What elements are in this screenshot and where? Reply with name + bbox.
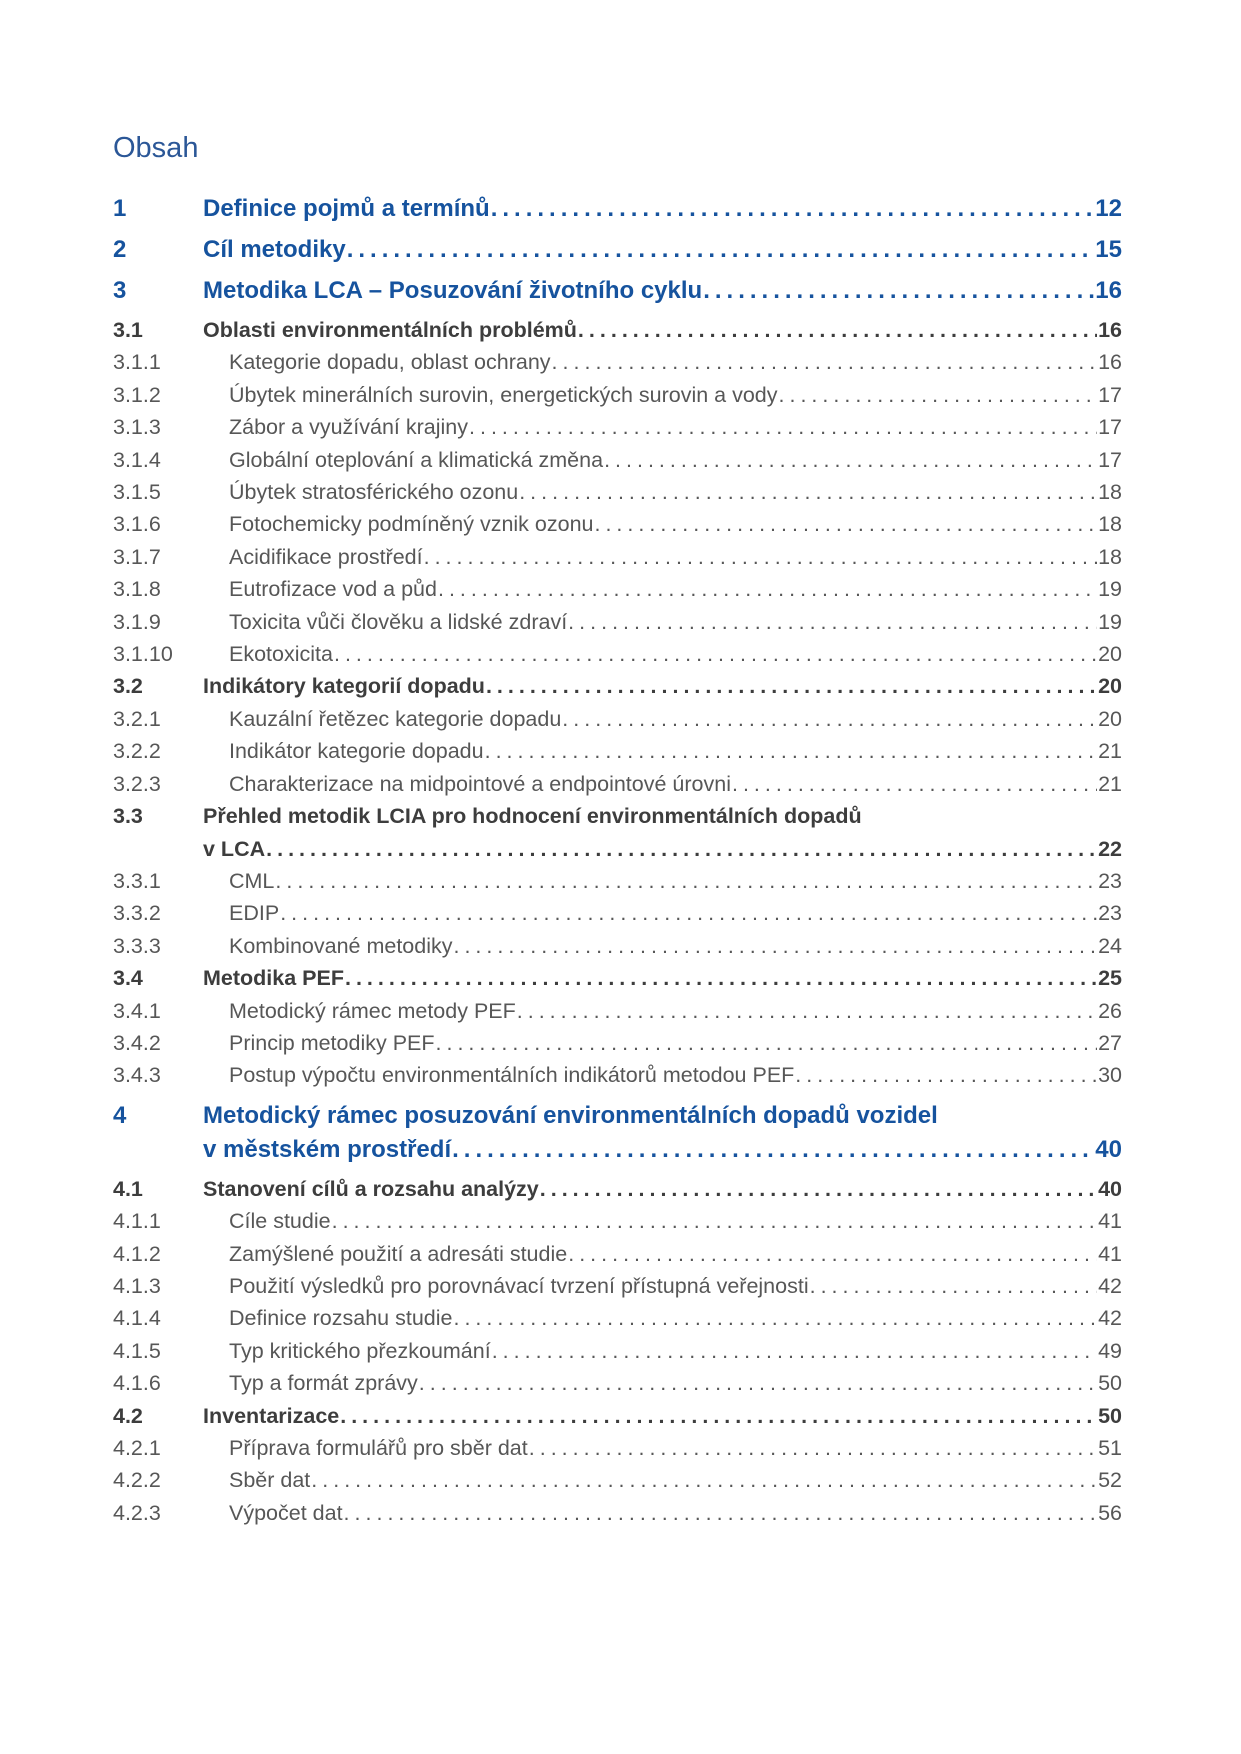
- toc-entry-page: 23: [1098, 901, 1122, 926]
- toc-entry-line: [229, 606, 1122, 638]
- toc-entry-title: Použití výsledků pro porovnávací tvrzení přístupná veřejnosti: [229, 1273, 809, 1298]
- toc-entry-body: [229, 1027, 1122, 1059]
- toc-entry-line: [203, 962, 1122, 994]
- toc-entry[interactable]: [113, 541, 1122, 573]
- toc-entry-line: [229, 1027, 1122, 1059]
- dot-leader: [344, 1497, 1098, 1529]
- toc-entry-body: [203, 314, 1122, 346]
- toc-entry-page: 16: [1098, 318, 1122, 342]
- toc-entry[interactable]: [113, 995, 1122, 1027]
- dot-leader: [345, 962, 1097, 994]
- toc-entry-body: [229, 865, 1122, 897]
- toc-entry-line: [203, 314, 1122, 346]
- toc-entry-page: 19: [1098, 609, 1122, 634]
- toc-entry-page: 52: [1098, 1468, 1122, 1493]
- toc-entry-body: [203, 233, 1122, 267]
- dot-leader: [810, 1270, 1097, 1302]
- toc-entry-number: 3.1.7: [113, 544, 161, 569]
- toc-entry-title: Úbytek stratosférického ozonu: [229, 480, 519, 505]
- toc-entry[interactable]: [113, 865, 1122, 897]
- toc-entry-line: [203, 800, 1122, 832]
- toc-entry-title: Zábor a využívání krajiny: [229, 415, 468, 440]
- toc-entry[interactable]: [113, 1238, 1122, 1270]
- toc-entry-title-wrap: v městském prostředí: [203, 1135, 452, 1163]
- dot-leader: [562, 703, 1097, 735]
- toc-entry-number: 3.4.2: [113, 1030, 161, 1055]
- toc-entry-title: Toxicita vůči člověku a lidské zdraví: [229, 609, 568, 634]
- toc-entry-body: [229, 573, 1122, 605]
- dot-leader: [703, 274, 1094, 308]
- toc-entry-number: 4.2.1: [113, 1436, 161, 1460]
- toc-entry-body: [229, 1059, 1122, 1091]
- toc-entry-line: [229, 703, 1122, 735]
- toc-entry-page: 22: [1098, 836, 1122, 861]
- dot-leader: [332, 1205, 1097, 1237]
- toc-entry-title: Stanovení cílů a rozsahu analýzy: [203, 1176, 539, 1201]
- toc-entry-title: Metodika PEF: [203, 966, 344, 991]
- toc-entry[interactable]: [113, 411, 1122, 443]
- toc-entry-page: 50: [1098, 1403, 1122, 1428]
- toc-entry[interactable]: [113, 638, 1122, 670]
- toc-entry-line: [229, 735, 1122, 767]
- toc-entry-title: Princip metodiky PEF: [229, 1030, 435, 1055]
- toc-entry-number: 3.1.9: [113, 609, 161, 634]
- toc-entry-body: [203, 274, 1122, 308]
- toc-entry[interactable]: [113, 1059, 1122, 1091]
- toc-entry-line: [229, 1238, 1122, 1270]
- toc-entry-page: 40: [1098, 1176, 1122, 1201]
- toc-entry-number: 4.1.5: [113, 1338, 161, 1363]
- toc-entry-number: 3.1.6: [113, 512, 161, 537]
- toc-entry-page: 24: [1098, 933, 1122, 958]
- toc-entry-number: 4.1.6: [113, 1371, 161, 1396]
- toc-entry[interactable]: [113, 1367, 1122, 1399]
- toc-entry-number: 3.1.2: [113, 382, 161, 407]
- toc-entry-number: 4.1.1: [113, 1209, 161, 1234]
- toc-entry[interactable]: [113, 476, 1122, 508]
- dot-leader: [424, 541, 1097, 573]
- dot-leader: [552, 346, 1098, 378]
- dot-leader: [568, 606, 1097, 638]
- toc-entry[interactable]: [113, 379, 1122, 411]
- toc-entry-line: [203, 670, 1122, 702]
- toc-entry-line: [229, 411, 1122, 443]
- toc-heading: Obsah: [113, 132, 199, 164]
- toc-entry-title: Příprava formulářů pro sběr dat: [229, 1436, 528, 1460]
- toc-entry-body: [203, 1099, 1122, 1167]
- toc-entry[interactable]: [113, 1173, 1122, 1205]
- toc-entry-title: Postup výpočtu environmentálních indikátorů metodou PEF: [229, 1063, 795, 1088]
- toc-entry-page: 16: [1098, 350, 1122, 375]
- toc-entry[interactable]: [113, 897, 1122, 929]
- toc-entry-body: [229, 411, 1122, 443]
- toc-entry[interactable]: [113, 735, 1122, 767]
- toc-entry-title: Kategorie dopadu, oblast ochrany: [229, 350, 551, 375]
- toc-entry-page: 19: [1098, 577, 1122, 602]
- toc-entry-page: 20: [1098, 674, 1122, 699]
- dot-leader: [529, 1432, 1097, 1464]
- toc-entry-number: 3: [113, 277, 127, 304]
- toc-entry-page: 42: [1098, 1273, 1122, 1298]
- toc-entry-number: 4.2.3: [113, 1500, 161, 1525]
- dot-leader: [334, 638, 1097, 670]
- toc-entry[interactable]: [113, 444, 1122, 476]
- toc-entry-body: [229, 930, 1122, 962]
- toc-entry-title: Výpočet dat: [229, 1500, 343, 1525]
- toc-entry[interactable]: [113, 1205, 1122, 1237]
- dot-leader: [540, 1173, 1097, 1205]
- toc-entry-body: [229, 1367, 1122, 1399]
- toc-entry-title: Inventarizace: [203, 1403, 340, 1428]
- toc-entry-page: 51: [1098, 1436, 1122, 1460]
- toc-entry-body: [203, 1173, 1122, 1205]
- toc-entry-number: 4.1.4: [113, 1306, 161, 1331]
- toc-entry[interactable]: [113, 192, 1122, 226]
- toc-entry-title: Indikátor kategorie dopadu: [229, 739, 484, 764]
- toc-entry-body: [229, 508, 1122, 540]
- toc-entry-number: 4.1: [113, 1176, 143, 1201]
- toc-entry[interactable]: [113, 274, 1122, 308]
- toc-entry-number: 3.4: [113, 966, 143, 991]
- toc-entry-title: Metodický rámec metody PEF: [229, 998, 516, 1023]
- toc-entry-page: 49: [1098, 1338, 1122, 1363]
- toc-entry-title: EDIP: [229, 901, 280, 926]
- toc-entry-line: [203, 233, 1122, 267]
- toc-entry-body: [229, 1335, 1122, 1367]
- toc-entry-page: 30: [1098, 1063, 1122, 1088]
- dot-leader: [492, 1335, 1097, 1367]
- toc-entry-line: [229, 346, 1122, 378]
- toc-entry-page: 18: [1098, 512, 1122, 537]
- toc-entry-number: 3.4.1: [113, 998, 161, 1023]
- toc-entry[interactable]: [113, 1497, 1122, 1529]
- toc-entry-line: [229, 1059, 1122, 1091]
- toc-entry-line: [229, 1270, 1122, 1302]
- toc-entry-title: Typ a formát zprávy: [229, 1371, 418, 1396]
- toc-entry-line: [229, 444, 1122, 476]
- toc-entry-page: 27: [1098, 1030, 1122, 1055]
- dot-leader: [419, 1367, 1097, 1399]
- toc-entry-page: 17: [1098, 382, 1122, 407]
- toc-entry-page: 20: [1098, 642, 1122, 667]
- toc-entry-body: [229, 444, 1122, 476]
- toc-entry-page: 56: [1098, 1500, 1122, 1525]
- toc-entry-title: Přehled metodik LCIA pro hodnocení environmentálních dopadů: [203, 804, 862, 829]
- toc-entry-title: Úbytek minerálních surovin, energetických surovin a vody: [229, 382, 778, 407]
- dot-leader: [452, 1133, 1094, 1167]
- toc-entry-number: 3.1.4: [113, 447, 161, 472]
- toc-entry-page: 26: [1098, 998, 1122, 1023]
- toc-entry-number: 3.3.3: [113, 933, 161, 958]
- toc-entry-line: [229, 995, 1122, 1027]
- toc-entry-number: 3.2.2: [113, 739, 161, 764]
- toc-entry-title: Zamýšlené použití a adresáti studie: [229, 1241, 568, 1266]
- toc-entry-body: [229, 1464, 1122, 1496]
- toc-entry-number: 3.3.1: [113, 868, 161, 893]
- toc-entry-number: 4.1.2: [113, 1241, 161, 1266]
- toc-entry-number: 3.1.8: [113, 577, 161, 602]
- toc-entry-page: 25: [1098, 966, 1122, 991]
- toc-entry-body: [203, 670, 1122, 702]
- toc-entry-line: [229, 508, 1122, 540]
- toc-entry-title: Fotochemicky podmíněný vznik ozonu: [229, 512, 594, 537]
- dot-leader: [311, 1464, 1097, 1496]
- toc-entry-title: Typ kritického přezkoumání: [229, 1338, 491, 1363]
- toc-entry-line: [229, 573, 1122, 605]
- toc-entry-page: 40: [1095, 1135, 1122, 1163]
- toc-entry-body: [229, 1432, 1122, 1464]
- toc-entry-page: 21: [1098, 739, 1122, 764]
- toc-entry-number: 3.1.5: [113, 480, 161, 505]
- dot-leader: [453, 930, 1097, 962]
- toc-entry[interactable]: [113, 573, 1122, 605]
- dot-leader: [438, 573, 1097, 605]
- toc-entry[interactable]: [113, 930, 1122, 962]
- dot-leader: [469, 411, 1097, 443]
- toc-entry-page: 17: [1098, 415, 1122, 440]
- toc-entry-title: Globální oteplování a klimatická změna: [229, 447, 604, 472]
- toc-entry[interactable]: [113, 800, 1122, 865]
- toc-entry-body: [203, 800, 1122, 865]
- dot-leader: [568, 1238, 1097, 1270]
- toc-entry-line: [229, 865, 1122, 897]
- toc-entry-line: [229, 1464, 1122, 1496]
- toc-entry-body: [229, 1238, 1122, 1270]
- toc-entry-line: [229, 1432, 1122, 1464]
- toc-entry[interactable]: [113, 1464, 1122, 1496]
- toc-entry-page: 41: [1098, 1209, 1122, 1234]
- dot-leader: [594, 508, 1097, 540]
- toc-entry[interactable]: [113, 703, 1122, 735]
- toc-entry-line: [203, 192, 1122, 226]
- toc-entry-line: [229, 930, 1122, 962]
- toc-entry-number: 3.3: [113, 804, 143, 829]
- dot-leader: [578, 314, 1097, 346]
- toc-entry-body: [229, 541, 1122, 573]
- toc-entry-number: 3.2.3: [113, 771, 161, 796]
- toc-entry-body: [203, 1400, 1122, 1432]
- toc-entry-line: [229, 379, 1122, 411]
- toc-entry-page: 50: [1098, 1371, 1122, 1396]
- toc-entry-line: [229, 1335, 1122, 1367]
- toc-entry-body: [229, 606, 1122, 638]
- toc-entry[interactable]: [113, 1270, 1122, 1302]
- toc-entry-body: [229, 379, 1122, 411]
- toc-entry-title: Metodika LCA – Posuzování životního cyklu: [203, 277, 703, 304]
- toc-entry[interactable]: [113, 508, 1122, 540]
- toc-entry[interactable]: [113, 1335, 1122, 1367]
- toc-entry[interactable]: [113, 1027, 1122, 1059]
- toc-entry-line: [229, 768, 1122, 800]
- toc-entry[interactable]: [113, 314, 1122, 346]
- toc-entry-title: Charakterizace na midpointové a endpointové úrovni: [229, 771, 731, 796]
- toc-entry-body: [229, 1270, 1122, 1302]
- toc-entry-title: Ekotoxicita: [229, 642, 333, 667]
- toc-entry-number: 4: [113, 1101, 127, 1129]
- toc-entry-page: 12: [1095, 195, 1122, 222]
- toc-entry[interactable]: [113, 670, 1122, 702]
- toc-entry-page: 16: [1095, 277, 1122, 304]
- toc-entry-number: 3.1: [113, 318, 143, 342]
- toc-entry-number: 3.2.1: [113, 706, 161, 731]
- toc-entry-page: 42: [1098, 1306, 1122, 1331]
- toc-entry[interactable]: [113, 768, 1122, 800]
- toc-entry-line: [229, 638, 1122, 670]
- dot-leader: [732, 768, 1097, 800]
- toc-entry[interactable]: [113, 1432, 1122, 1464]
- toc-entry-title: CML: [229, 868, 275, 893]
- toc-entry-body: [229, 1302, 1122, 1334]
- toc-entry-number: 3.1.1: [113, 350, 161, 375]
- toc-entry-line: [229, 476, 1122, 508]
- toc-entry-number: 2: [113, 236, 127, 263]
- toc-entry-body: [229, 476, 1122, 508]
- toc-entry[interactable]: [113, 1400, 1122, 1432]
- toc-entry-number: 1: [113, 195, 127, 222]
- toc-entry-title-wrap: v LCA: [203, 836, 266, 861]
- toc-entry-number: 3.2: [113, 674, 143, 699]
- toc-entry-line: [203, 1133, 1122, 1167]
- toc-entry-line: [203, 1173, 1122, 1205]
- dot-leader: [491, 192, 1095, 226]
- toc-entry[interactable]: [113, 606, 1122, 638]
- toc-entry-body: [203, 962, 1122, 994]
- dot-leader: [795, 1059, 1097, 1091]
- toc-entry-line: [229, 1367, 1122, 1399]
- toc-entry-number: 3.1.10: [113, 642, 173, 667]
- dot-leader: [347, 233, 1095, 267]
- toc-entry-number: 3.1.3: [113, 415, 161, 440]
- toc-entry-body: [229, 703, 1122, 735]
- toc-entry[interactable]: [113, 962, 1122, 994]
- toc-entry-body: [203, 192, 1122, 226]
- toc-entry-title: Cíl metodiky: [203, 236, 346, 263]
- toc-entry-page: 18: [1098, 544, 1122, 569]
- toc-entry-title: Definice rozsahu studie: [229, 1306, 453, 1331]
- toc-entry-page: 41: [1098, 1241, 1122, 1266]
- toc-entry-title: Kombinované metodiky: [229, 933, 453, 958]
- dot-leader: [519, 476, 1097, 508]
- toc-entry-title: Kauzální řetězec kategorie dopadu: [229, 706, 562, 731]
- dot-leader: [266, 833, 1097, 865]
- dot-leader: [453, 1302, 1097, 1334]
- toc-entry[interactable]: [113, 1302, 1122, 1334]
- toc-entry-body: [229, 1497, 1122, 1529]
- toc-entry-page: 23: [1098, 868, 1122, 893]
- toc-entry-line: [203, 1099, 1122, 1133]
- toc-entry[interactable]: [113, 1099, 1122, 1167]
- toc-entry-body: [229, 768, 1122, 800]
- toc-entry-page: 18: [1098, 480, 1122, 505]
- toc-entry[interactable]: [113, 346, 1122, 378]
- dot-leader: [485, 735, 1097, 767]
- dot-leader: [486, 670, 1097, 702]
- toc-entry-title: Oblasti environmentálních problémů: [203, 318, 577, 342]
- dot-leader: [604, 444, 1097, 476]
- toc-entry-title: Metodický rámec posuzování environmentálních dopadů vozidel: [203, 1101, 938, 1129]
- toc-entry-title: Indikátory kategorií dopadu: [203, 674, 485, 699]
- dot-leader: [517, 995, 1097, 1027]
- toc-entry-body: [229, 638, 1122, 670]
- toc-entry-page: 17: [1098, 447, 1122, 472]
- toc-entry-body: [229, 346, 1122, 378]
- toc-entry-body: [229, 897, 1122, 929]
- toc-entry-title: Eutrofizace vod a půd: [229, 577, 437, 602]
- toc-entry-title: Acidifikace prostředí: [229, 544, 423, 569]
- toc-entry-number: 3.3.2: [113, 901, 161, 926]
- dot-leader: [436, 1027, 1098, 1059]
- toc-entry-line: [229, 1205, 1122, 1237]
- toc-entry-number: 4.2: [113, 1403, 143, 1428]
- toc-entry-line: [229, 1497, 1122, 1529]
- toc-entry-line: [229, 897, 1122, 929]
- toc-entry-body: [229, 735, 1122, 767]
- toc-entry-title: Sběr dat: [229, 1468, 311, 1493]
- dot-leader: [280, 897, 1097, 929]
- toc-entry-number: 4.1.3: [113, 1273, 161, 1298]
- toc-entry-line: [203, 833, 1122, 865]
- toc-entry-number: 3.4.3: [113, 1063, 161, 1088]
- toc-entry-line: [203, 1400, 1122, 1432]
- dot-leader: [340, 1400, 1097, 1432]
- dot-leader: [275, 865, 1097, 897]
- toc-entry-number: 4.2.2: [113, 1468, 161, 1493]
- toc-entry-line: [229, 541, 1122, 573]
- table-of-contents: [113, 192, 1122, 1529]
- dot-leader: [779, 379, 1098, 411]
- toc-entry-title: Definice pojmů a termínů: [203, 195, 490, 222]
- toc-entry-page: 15: [1095, 236, 1122, 263]
- toc-entry-title: Cíle studie: [229, 1209, 331, 1234]
- toc-entry-body: [229, 1205, 1122, 1237]
- toc-entry-line: [203, 274, 1122, 308]
- toc-entry-page: 21: [1098, 771, 1122, 796]
- toc-entry-body: [229, 995, 1122, 1027]
- toc-entry[interactable]: [113, 233, 1122, 267]
- toc-entry-page: 20: [1098, 706, 1122, 731]
- toc-entry-line: [229, 1302, 1122, 1334]
